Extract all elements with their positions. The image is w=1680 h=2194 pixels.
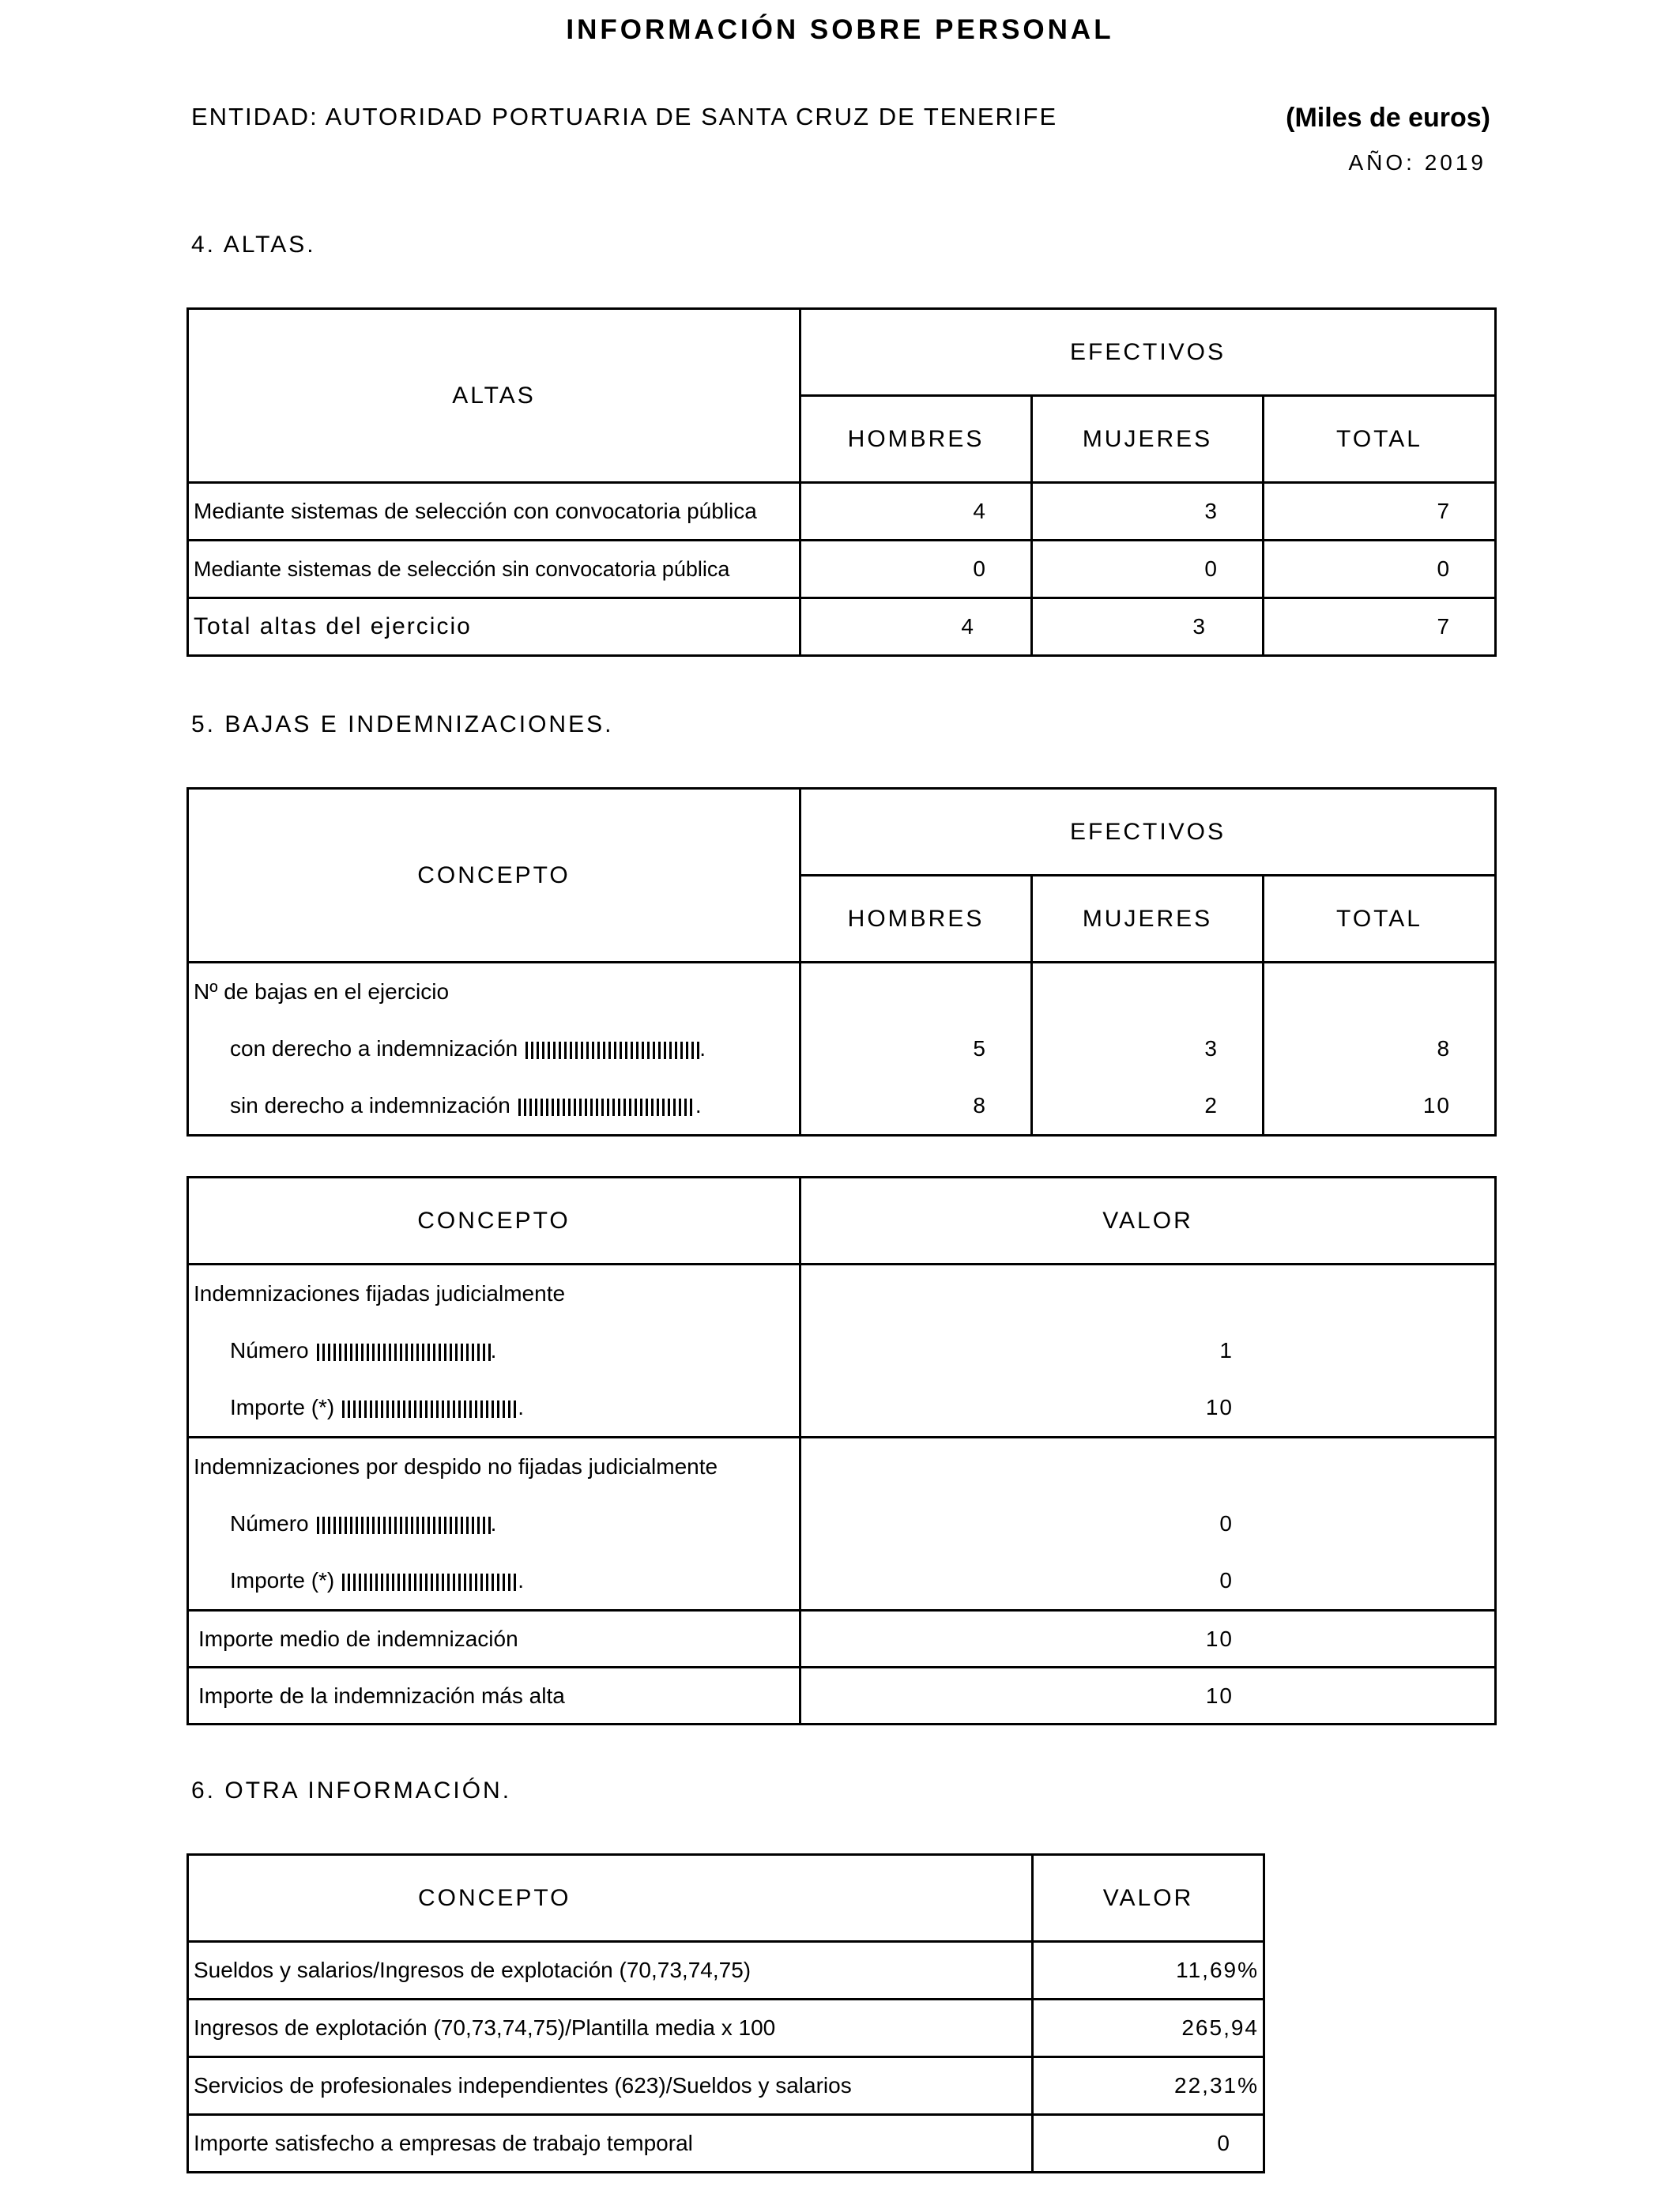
altas-total-value: 0 — [1264, 541, 1496, 598]
otra-row-value: 22,31% — [1033, 2057, 1264, 2115]
list-item: con derecho a indemnización . — [230, 1036, 706, 1061]
otra-table — [186, 1853, 1265, 2173]
section-otra-title: 6. OTRA INFORMACIÓN. — [191, 1777, 512, 1804]
indem-medio-value: 10 — [800, 1611, 1496, 1668]
altas-header-hombres: HOMBRES — [800, 396, 1032, 483]
section-bajas-title: 5. BAJAS E INDEMNIZACIONES. — [191, 711, 614, 737]
otra-row-label: Servicios de profesionales independientes (623)/Sueldos y salarios — [188, 2057, 1033, 2115]
altas-total-value: 7 — [1264, 483, 1496, 541]
list-item: Importe (*) . — [230, 1395, 525, 1419]
bajas-table — [186, 787, 1497, 1137]
section-altas-title: 4. ALTAS. — [191, 232, 316, 258]
indem-no-judicial-importe-value: 0 — [1219, 1568, 1234, 1593]
indem-judicial-label: Indemnizaciones fijadas judicialmente — [194, 1281, 566, 1306]
altas-hombres-value: 4 — [800, 598, 1032, 656]
altas-hombres-value: 4 — [800, 483, 1032, 541]
table-row — [188, 2000, 1264, 2057]
altas-header-mujeres: MUJERES — [1032, 396, 1264, 483]
altas-hombres-value: 0 — [800, 541, 1032, 598]
table-row — [188, 2057, 1264, 2115]
bajas-header-efectivos: EFECTIVOS — [800, 789, 1496, 876]
bajas-total-value: 8 — [1437, 1036, 1452, 1061]
altas-row-label: Mediante sistemas de selección sin convocatoria pública — [188, 541, 800, 598]
page-title: INFORMACIÓN SOBRE PERSONAL — [566, 14, 1114, 45]
altas-mujeres-value: 0 — [1032, 541, 1264, 598]
indem-judicial-importe-value: 10 — [1205, 1395, 1234, 1419]
otra-row-label: Sueldos y salarios/Ingresos de explotación (70,73,74,75) — [188, 1942, 1033, 2000]
altas-header-efectivos: EFECTIVOS — [800, 309, 1496, 396]
list-item: Número . — [230, 1511, 497, 1536]
leader-dots — [518, 1099, 695, 1116]
bajas-mujeres-value: 2 — [1204, 1093, 1219, 1118]
indem-no-judicial-numero-value: 0 — [1219, 1511, 1234, 1536]
indem-numero-label: Número — [230, 1338, 309, 1363]
bajas-hombres-value: 5 — [973, 1036, 987, 1061]
bajas-row-label: con derecho a indemnización — [230, 1036, 518, 1061]
bajas-header-concept: CONCEPTO — [188, 789, 800, 963]
otra-row-label: Importe satisfecho a empresas de trabajo temporal — [188, 2115, 1033, 2173]
leader-dots — [342, 1574, 518, 1591]
entity-label: ENTIDAD: AUTORIDAD PORTUARIA DE SANTA CRUZ DE TENERIFE — [191, 103, 1058, 130]
indem-header-concept: CONCEPTO — [188, 1178, 800, 1265]
units-label: (Miles de euros) — [1286, 103, 1490, 133]
table-row — [188, 1611, 1496, 1668]
bajas-header-total: TOTAL — [1264, 876, 1496, 963]
table-row — [188, 1942, 1264, 2000]
altas-row-label: Mediante sistemas de selección con convocatoria pública — [188, 483, 800, 541]
list-item: Número . — [230, 1338, 497, 1363]
leader-dots — [342, 1400, 518, 1418]
indem-alta-value: 10 — [800, 1668, 1496, 1725]
altas-mujeres-value: 3 — [1032, 598, 1264, 656]
table-row — [188, 598, 1496, 656]
altas-mujeres-value: 3 — [1032, 483, 1264, 541]
indem-no-judicial-label: Indemnizaciones por despido no fijadas judicialmente — [194, 1454, 718, 1479]
list-item: Importe (*) . — [230, 1568, 525, 1593]
bajas-hombres-value: 8 — [973, 1093, 987, 1118]
otra-row-value: 11,69% — [1033, 1942, 1264, 2000]
leader-dots — [317, 1344, 491, 1361]
table-row — [188, 541, 1496, 598]
indem-header-valor: VALOR — [800, 1178, 1496, 1265]
altas-header-total: TOTAL — [1264, 396, 1496, 483]
otra-row-label: Ingresos de explotación (70,73,74,75)/Plantilla media x 100 — [188, 2000, 1033, 2057]
table-row — [188, 1668, 1496, 1725]
otra-header-valor: VALOR — [1033, 1855, 1264, 1942]
table-row — [188, 483, 1496, 541]
otra-row-value: 265,94 — [1033, 2000, 1264, 2057]
bajas-row-label: sin derecho a indemnización — [230, 1093, 510, 1118]
bajas-mujeres-value: 3 — [1204, 1036, 1219, 1061]
indem-importe-label: Importe (*) — [230, 1568, 335, 1593]
bajas-header-hombres: HOMBRES — [800, 876, 1032, 963]
otra-header-concept: CONCEPTO — [188, 1855, 1033, 1942]
table-row — [188, 2115, 1264, 2173]
bajas-header-mujeres: MUJERES — [1032, 876, 1264, 963]
otra-row-value: 0 — [1033, 2115, 1264, 2173]
altas-table — [186, 307, 1497, 657]
indem-medio-label: Importe medio de indemnización — [188, 1611, 800, 1668]
year-label: AÑO: 2019 — [1348, 150, 1486, 175]
list-item: sin derecho a indemnización . — [230, 1093, 702, 1118]
leader-dots — [317, 1517, 491, 1534]
bajas-group-label: Nº de bajas en el ejercicio — [194, 979, 450, 1004]
leader-dots — [525, 1042, 699, 1059]
indem-alta-label: Importe de la indemnización más alta — [188, 1668, 800, 1725]
altas-total-label: Total altas del ejercicio — [188, 598, 800, 656]
altas-total-value: 7 — [1264, 598, 1496, 656]
indem-numero-label: Número — [230, 1511, 309, 1536]
indem-importe-label: Importe (*) — [230, 1395, 335, 1419]
indemnizaciones-table — [186, 1176, 1497, 1725]
bajas-total-value: 10 — [1422, 1093, 1452, 1118]
altas-header-concept: ALTAS — [188, 309, 800, 483]
indem-judicial-numero-value: 1 — [1219, 1338, 1234, 1363]
